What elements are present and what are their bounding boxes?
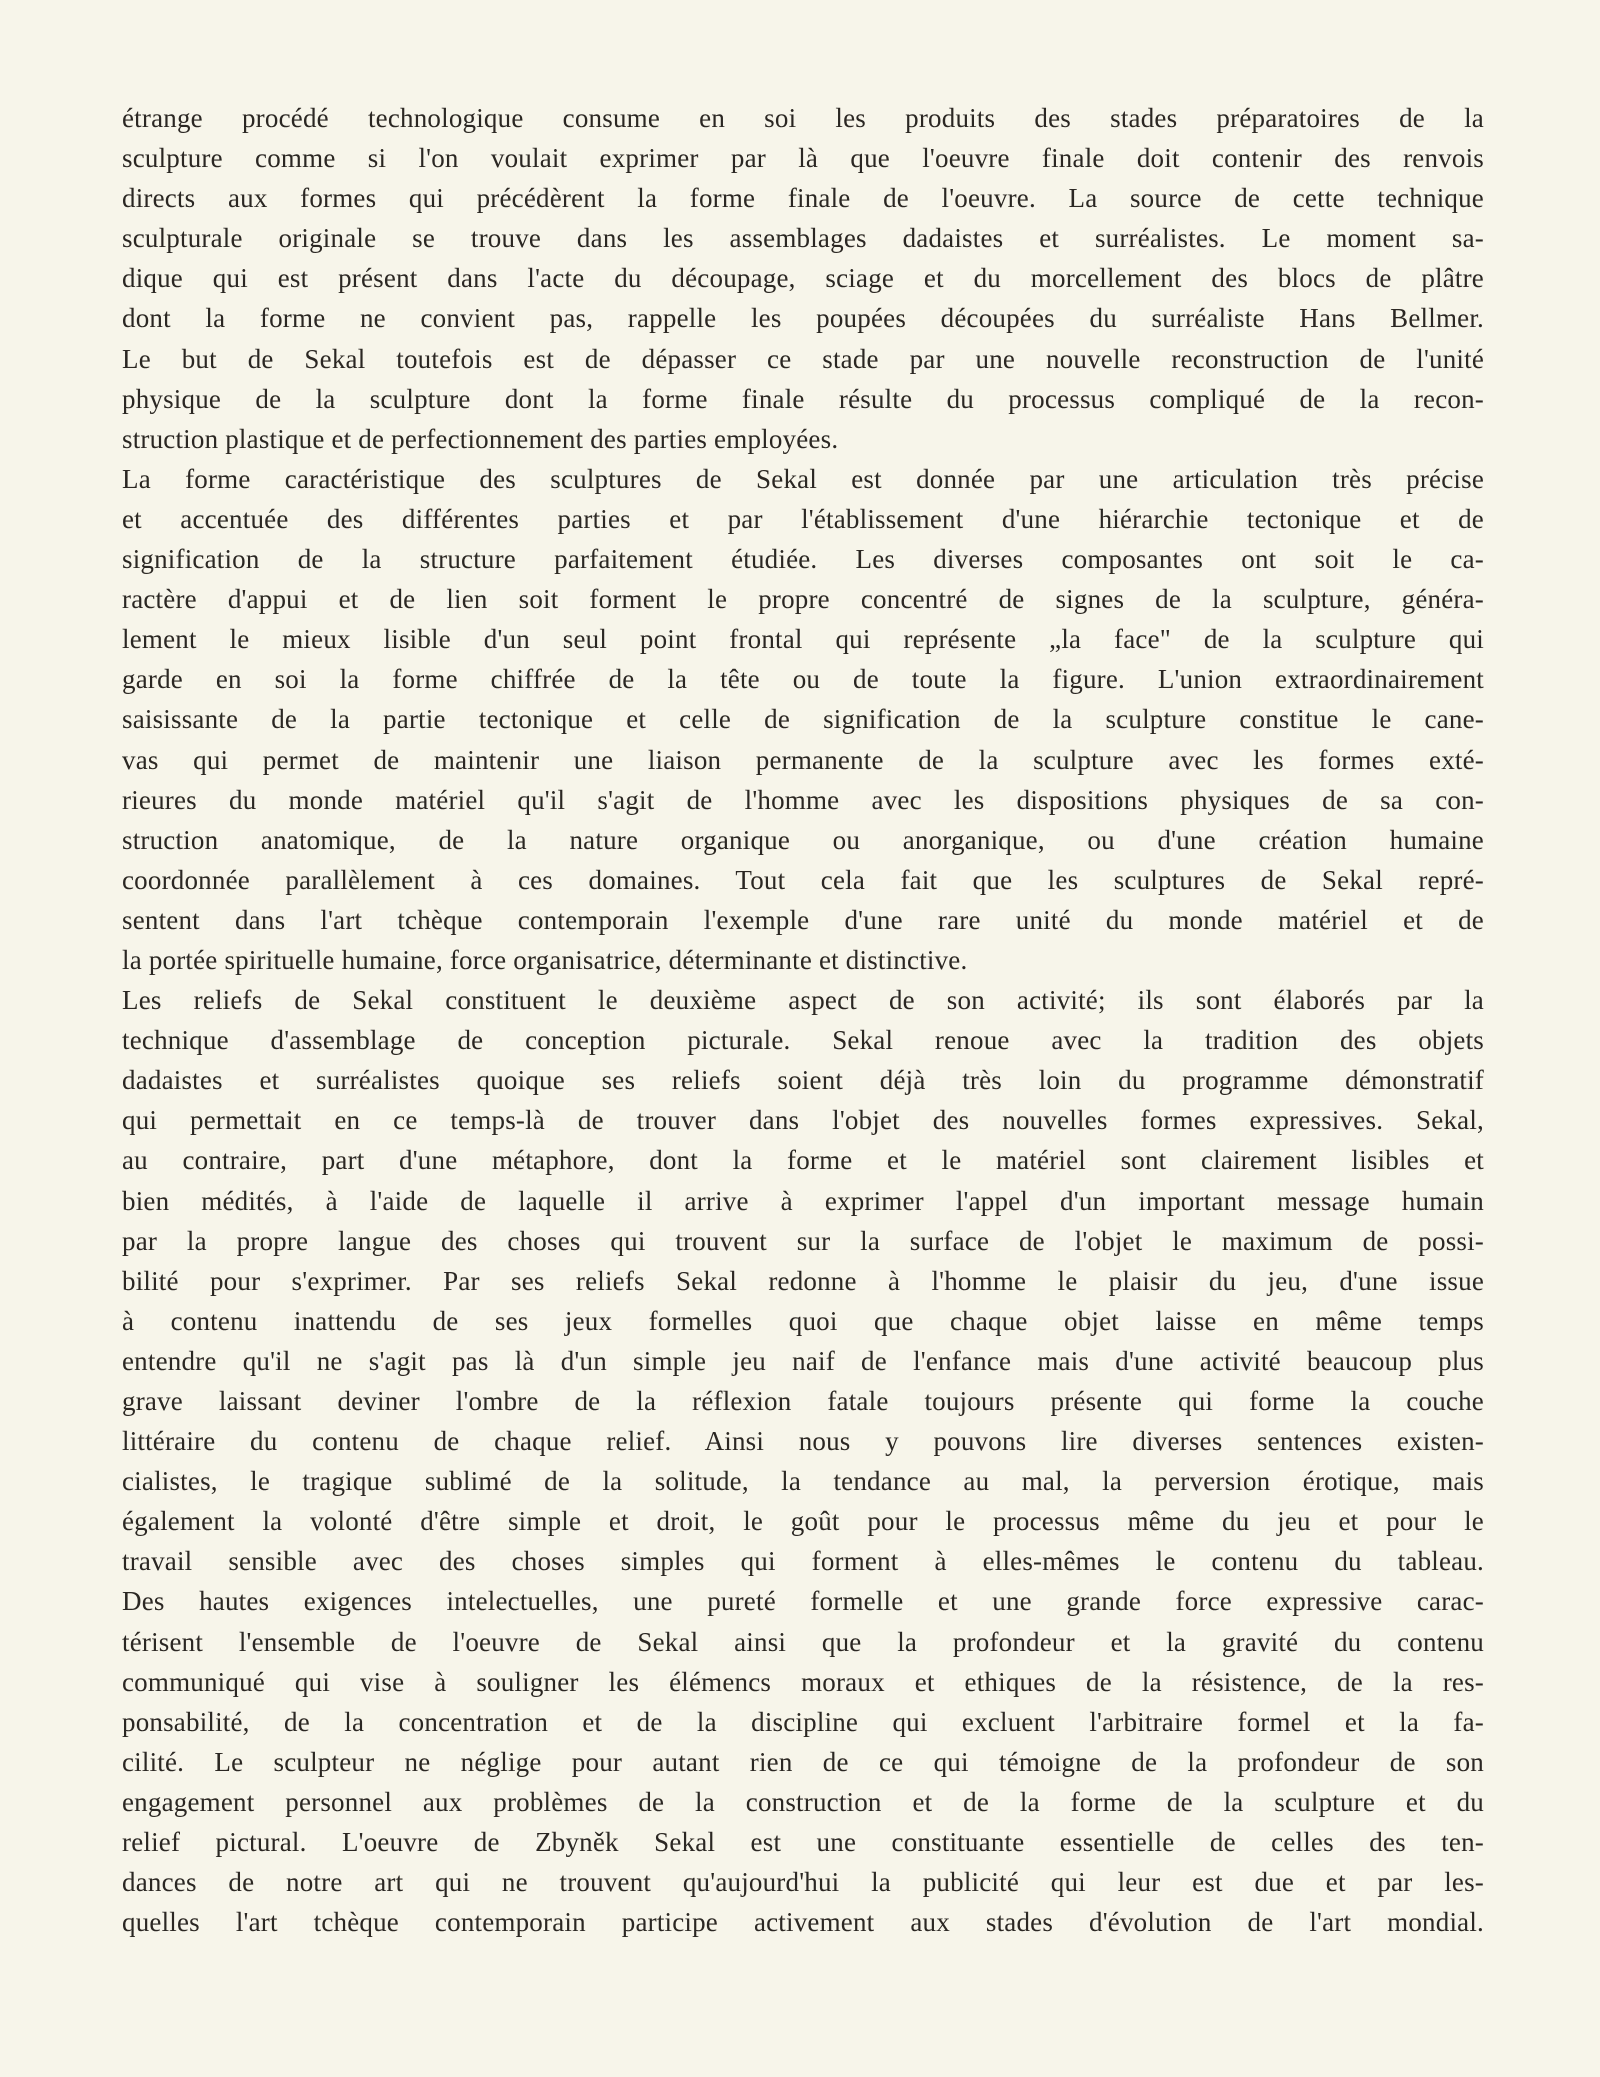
text-line: dique qui est présent dans l'acte du découpage, sciage et du morcellement des blocs de plâtre	[122, 263, 1484, 294]
text-line: ponsabilité, de la concentration et de la discipline qui excluent l'arbitraire formel et la fa-	[122, 1706, 1484, 1737]
text-line: Le but de Sekal toutefois est de dépasser ce stade par une nouvelle reconstruction de l'unité	[122, 343, 1484, 374]
text-line: engagement personnel aux problèmes de la construction et de la forme de la sculpture et du	[122, 1786, 1484, 1817]
text-line: étrange procédé technologique consume en soi les produits des stades préparatoires de la	[122, 103, 1484, 133]
text-line: struction plastique et de perfectionnement des parties employées.	[122, 423, 839, 454]
body-text	[122, 98, 1484, 1942]
text-line: directs aux formes qui précédèrent la forme finale de l'oeuvre. La source de cette technique	[122, 183, 1484, 214]
text-line: dances de notre art qui ne trouvent qu'aujourd'hui la publicité qui leur est due et par les-	[122, 1867, 1484, 1898]
text-line: struction anatomique, de la nature organique ou anorganique, ou d'une création humaine	[122, 824, 1484, 855]
text-line: Les reliefs de Sekal constituent le deuxième aspect de son activité; ils sont élaborés par la	[122, 985, 1484, 1016]
text-line: également la volonté d'être simple et droit, le goût pour le processus même du jeu et pour le	[122, 1506, 1484, 1537]
text-line: Des hautes exigences intelectuelles, une pureté formelle et une grande force expressive carac-	[122, 1586, 1484, 1617]
text-line: physique de la sculpture dont la forme finale résulte du processus compliqué de la recon-	[122, 383, 1484, 414]
text-line: cialistes, le tragique sublimé de la solitude, la tendance au mal, la perversion érotique, mais	[122, 1466, 1484, 1497]
text-line: rieures du monde matériel qu'il s'agit de l'homme avec les dispositions physiques de sa con-	[122, 784, 1484, 815]
text-line: communiqué qui vise à souligner les élémencs moraux et ethiques de la résistence, de la res-	[122, 1666, 1484, 1697]
text-line: qui permettait en ce temps-là de trouver dans l'objet des nouvelles formes expressives. Sekal,	[122, 1105, 1484, 1136]
text-line: saisissante de la partie tectonique et celle de signification de la sculpture constitue le cane-	[122, 704, 1484, 735]
text-line: relief pictural. L'oeuvre de Zbyněk Sekal est une constituante essentielle de celles des ten-	[122, 1827, 1484, 1858]
text-line: par la propre langue des choses qui trouvent sur la surface de l'objet le maximum de possi-	[122, 1225, 1484, 1256]
text-line: et accentuée des différentes parties et par l'établissement d'une hiérarchie tectonique et de	[122, 503, 1484, 534]
text-line: sentent dans l'art tchèque contemporain l'exemple d'une rare unité du monde matériel et de	[122, 904, 1484, 935]
text-line: travail sensible avec des choses simples qui forment à elles-mêmes le contenu du tableau.	[122, 1546, 1484, 1577]
text-line: bien médités, à l'aide de laquelle il arrive à exprimer l'appel d'un important message humain	[122, 1185, 1484, 1216]
text-line: grave laissant deviner l'ombre de la réflexion fatale toujours présente qui forme la couche	[122, 1386, 1484, 1416]
text-line: signification de la structure parfaitement étudiée. Les diverses composantes ont soit le ca-	[122, 544, 1484, 575]
text-line: sculpturale originale se trouve dans les assemblages dadaistes et surréalistes. Le moment sa-	[122, 223, 1484, 254]
text-line: bilité pour s'exprimer. Par ses reliefs Sekal redonne à l'homme le plaisir du jeu, d'une issue	[122, 1265, 1484, 1296]
text-line: sculpture comme si l'on voulait exprimer par là que l'oeuvre finale doit contenir des renvois	[122, 143, 1484, 174]
text-line: lement le mieux lisible d'un seul point frontal qui représente „la face" de la sculpture qui	[122, 624, 1484, 655]
text-line: ractère d'appui et de lien soit forment le propre concentré de signes de la sculpture, généra-	[122, 584, 1484, 615]
text-line: la portée spirituelle humaine, force organisatrice, déterminante et distinctive.	[122, 944, 968, 975]
text-line: littéraire du contenu de chaque relief. Ainsi nous y pouvons lire diverses sentences existen-	[122, 1426, 1484, 1457]
text-line: vas qui permet de maintenir une liaison permanente de la sculpture avec les formes exté-	[122, 744, 1484, 775]
text-line: à contenu inattendu de ses jeux formelles quoi que chaque objet laisse en même temps	[122, 1305, 1484, 1336]
text-line: dadaistes et surréalistes quoique ses reliefs soient déjà très loin du programme démonstratif	[122, 1065, 1484, 1096]
text-line: La forme caractéristique des sculptures de Sekal est donnée par une articulation très précise	[122, 463, 1484, 494]
text-line: quelles l'art tchèque contemporain participe activement aux stades d'évolution de l'art mondial.	[122, 1907, 1484, 1938]
text-line: entendre qu'il ne s'agit pas là d'un simple jeu naif de l'enfance mais d'une activité beaucoup plus	[122, 1345, 1484, 1376]
text-line: cilité. Le sculpteur ne néglige pour autant rien de ce qui témoigne de la profondeur de son	[122, 1746, 1484, 1777]
text-line: dont la forme ne convient pas, rappelle les poupées découpées du surréaliste Hans Bellmer.	[122, 303, 1484, 334]
text-line: coordonnée parallèlement à ces domaines. Tout cela fait que les sculptures de Sekal repré-	[122, 864, 1484, 895]
text-line: térisent l'ensemble de l'oeuvre de Sekal ainsi que la profondeur et la gravité du contenu	[122, 1626, 1484, 1657]
text-line: garde en soi la forme chiffrée de la tête ou de toute la figure. L'union extraordinairement	[122, 664, 1484, 695]
text-line: technique d'assemblage de conception picturale. Sekal renoue avec la tradition des objets	[122, 1025, 1484, 1056]
text-line: au contraire, part d'une métaphore, dont la forme et le matériel sont clairement lisibles et	[122, 1145, 1484, 1176]
